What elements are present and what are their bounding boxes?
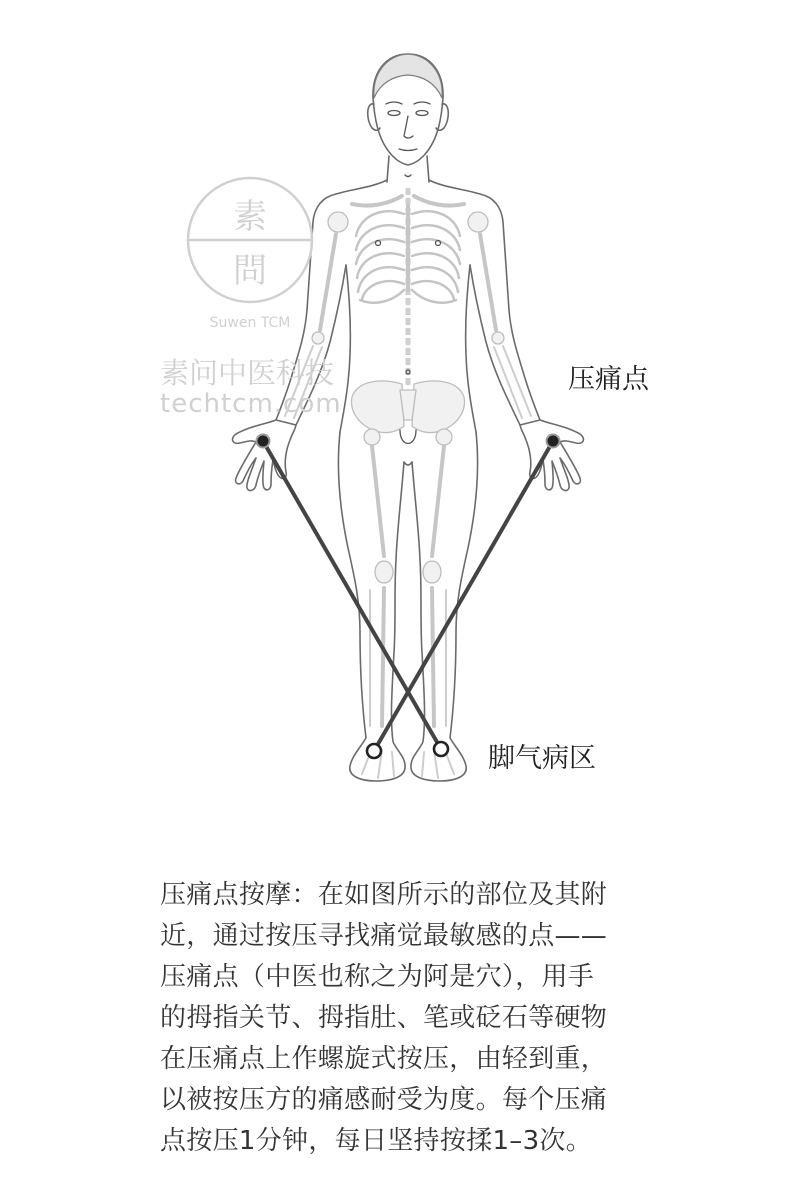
neck-left <box>387 156 389 182</box>
left-femur <box>372 446 384 556</box>
rib <box>356 211 404 236</box>
left-ilium <box>352 381 404 433</box>
watermark-website: techtcm.com <box>160 389 342 419</box>
description-line: 以被按压方的痛感耐受为度。每个压痛 <box>160 1085 608 1115</box>
groin-outline <box>400 430 416 444</box>
left-patella <box>375 561 393 583</box>
rib <box>412 211 460 236</box>
right-shoulder-joint <box>468 212 488 232</box>
left-hip-joint <box>364 429 380 445</box>
rib <box>358 267 404 292</box>
description-line: 在压痛点上作螺旋式按压，由轻到重， <box>160 1044 608 1074</box>
beriberi-area-right-foot <box>434 742 448 756</box>
beriberi-area-left-foot <box>367 744 381 758</box>
rib <box>412 267 458 292</box>
rib <box>412 225 460 250</box>
right-patella <box>423 561 441 583</box>
watermark-logo-char-top: 素 <box>233 197 267 237</box>
description-line: 压痛点按摩：在如图所示的部位及其附 <box>160 880 608 910</box>
right-leg-outer <box>450 432 478 738</box>
description-line: 的拇指关节、拇指肚、笔或砭石等硬物 <box>160 1003 608 1033</box>
rib <box>412 253 459 278</box>
right-elbow-joint <box>492 332 504 344</box>
beriberi-area-label: 脚气病区 <box>488 743 596 774</box>
rib <box>362 281 404 300</box>
rib <box>357 253 404 278</box>
right-hip-joint <box>436 429 452 445</box>
watermark-logo-char-bottom: 問 <box>233 251 267 291</box>
right-clavicle <box>414 196 464 206</box>
pressure-point-right-palm <box>547 435 560 448</box>
left-humerus <box>320 234 336 330</box>
right-tibia <box>432 588 434 726</box>
neck-right <box>427 156 429 182</box>
description-line: 近，通过按压寻找痛觉最敏感的点—— <box>160 921 608 951</box>
right-arm-inner <box>470 265 520 425</box>
right-femur <box>432 446 444 556</box>
left-clavicle <box>352 196 402 206</box>
description-line: 点按压1分钟，每日坚持按揉1–3次。 <box>160 1126 593 1156</box>
watermark-logo-caption: Suwen TCM <box>209 315 291 331</box>
pressure-point-label: 压痛点 <box>568 364 649 395</box>
rib <box>412 281 454 300</box>
right-ilium <box>412 381 464 433</box>
crotch <box>404 462 412 465</box>
rib <box>356 225 404 250</box>
pressure-point-left-palm <box>257 435 270 448</box>
watermark-brand: 素问中医科技 <box>160 356 335 390</box>
right-humerus <box>480 234 496 330</box>
description-paragraph <box>160 875 760 1162</box>
left-leg-outer <box>338 432 366 738</box>
left-tibia <box>382 588 384 726</box>
left-shoulder-joint <box>328 212 348 232</box>
description-line: 压痛点（中医也称之为阿是穴），用手 <box>160 962 595 992</box>
connector-right-palm-to-left-foot <box>374 441 553 751</box>
adams-apple <box>405 175 411 177</box>
left-elbow-joint <box>312 332 324 344</box>
